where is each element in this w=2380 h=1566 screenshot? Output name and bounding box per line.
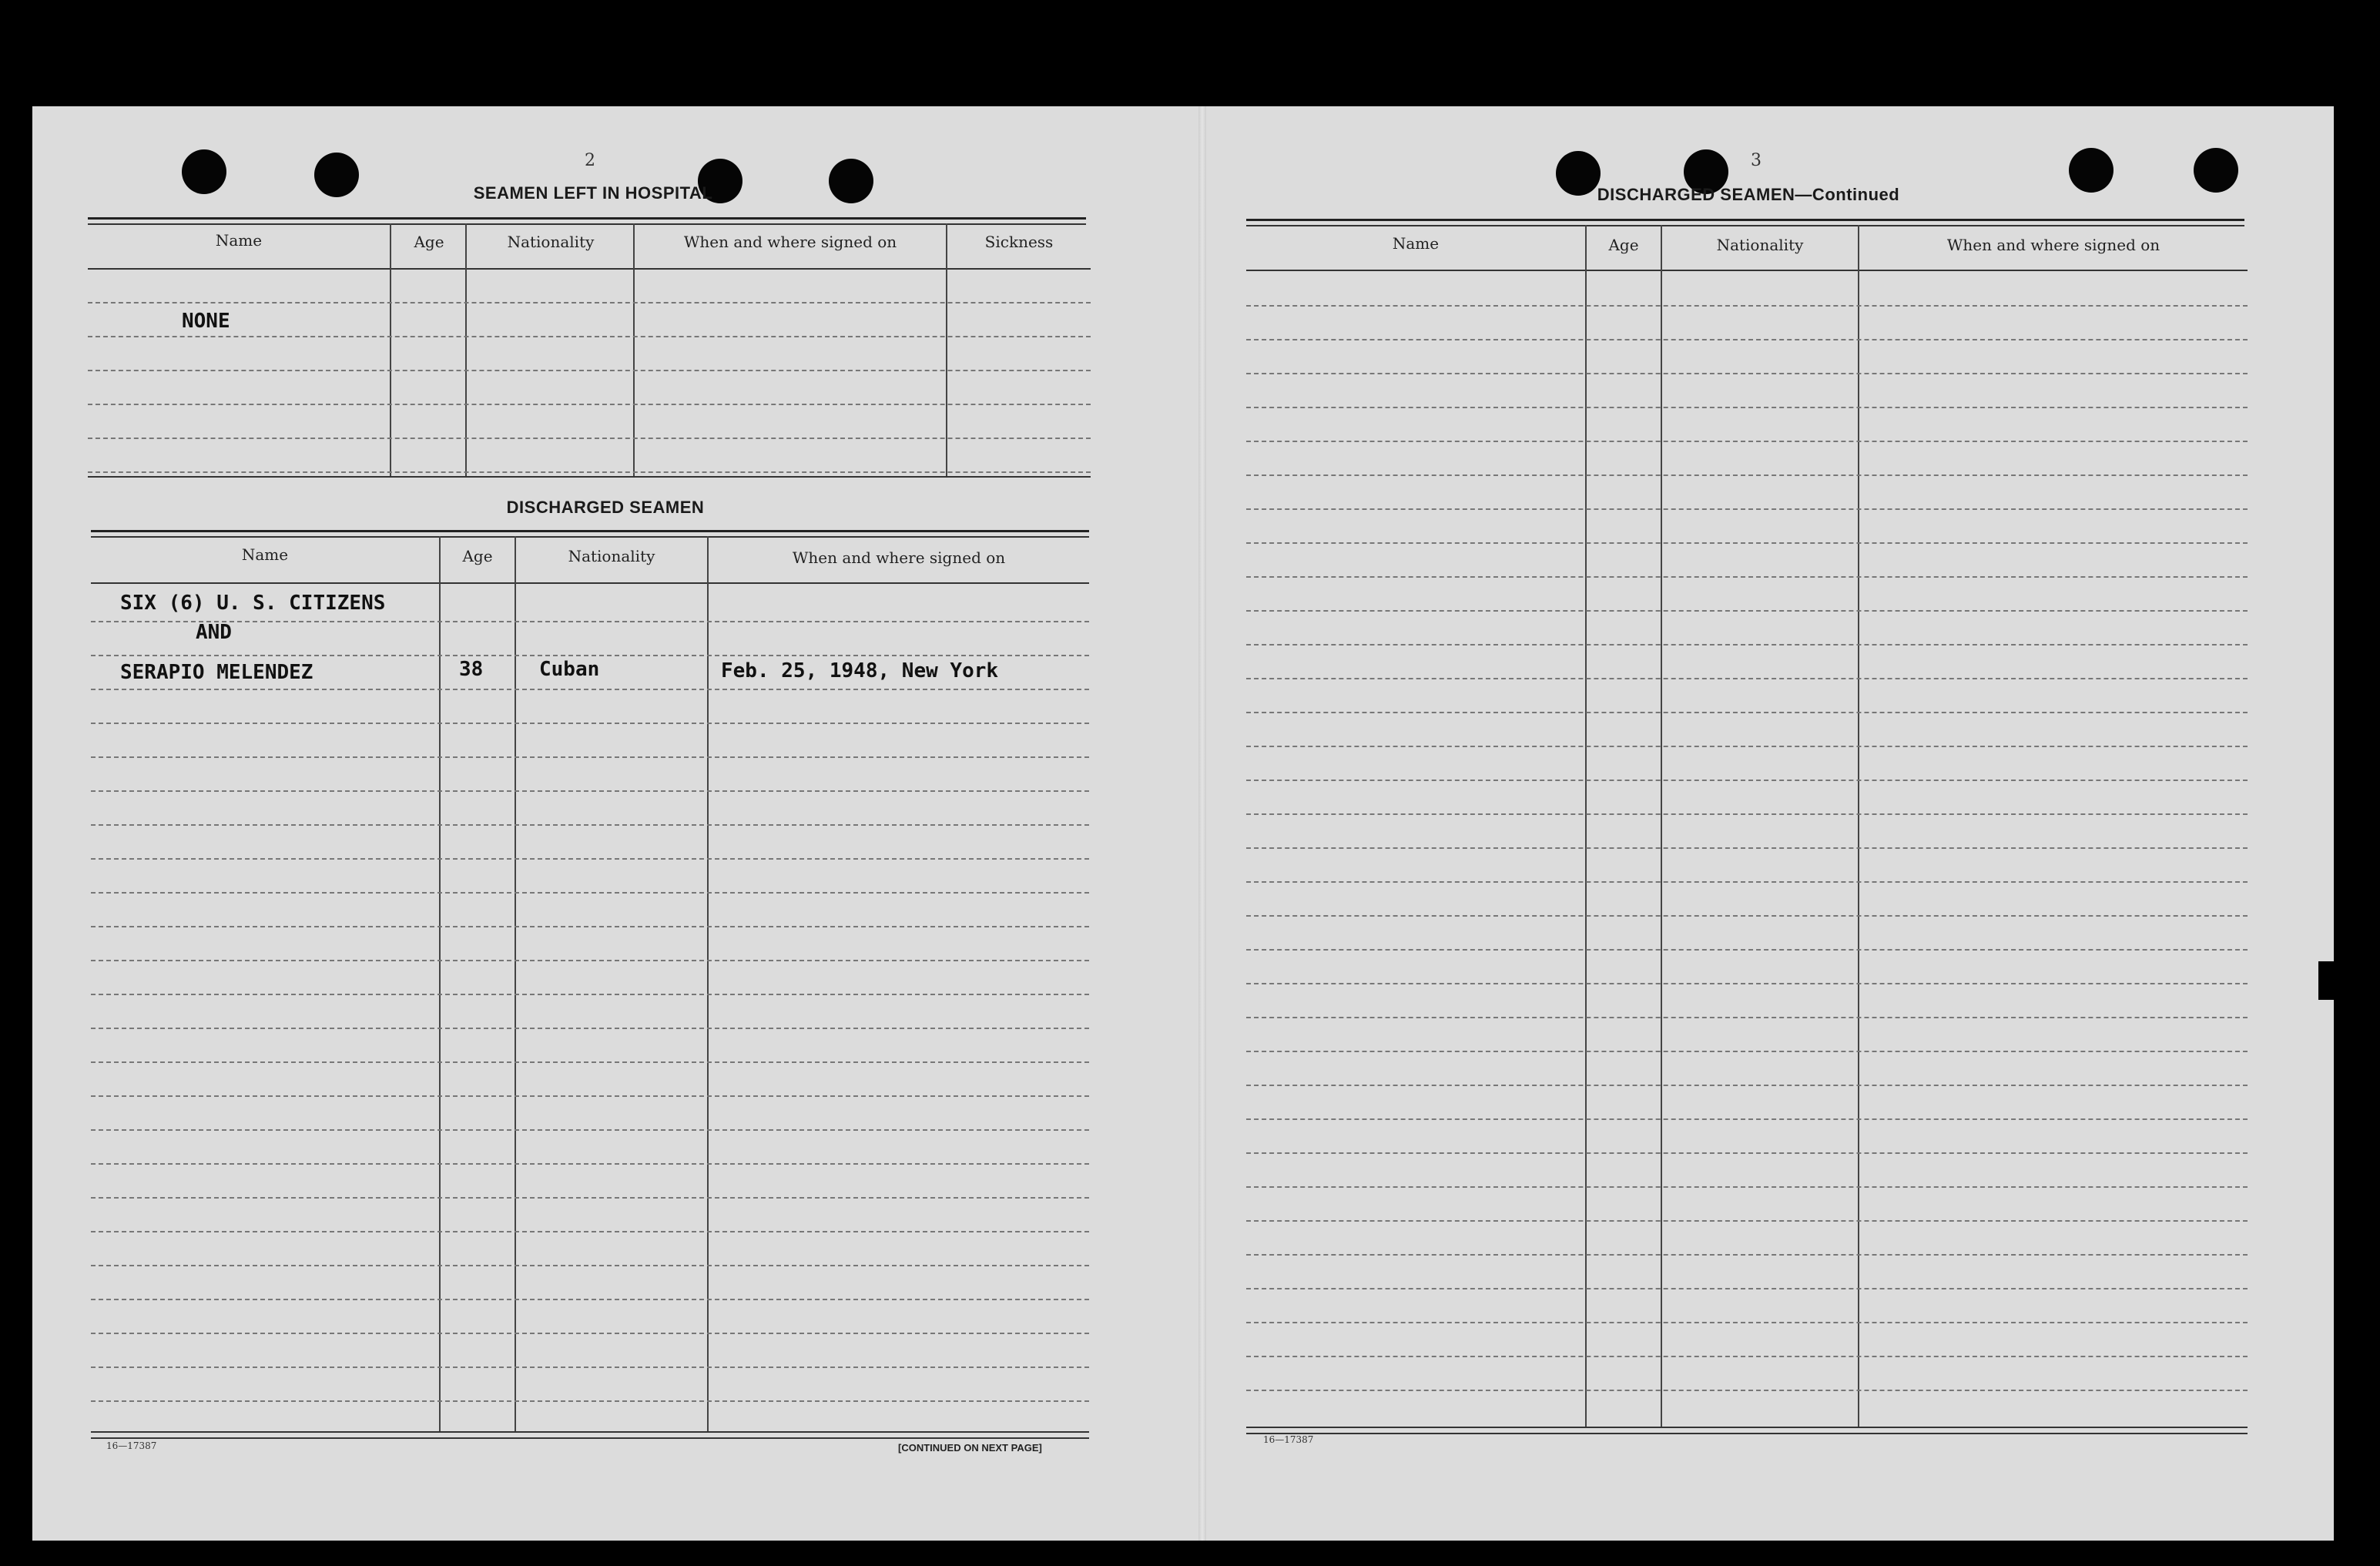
ruled-line <box>1246 983 2248 984</box>
discharged-row-3-name: SERAPIO MELENDEZ <box>120 661 313 684</box>
ruled-line <box>88 471 1091 473</box>
discharged-row-3-nationality: Cuban <box>539 658 600 681</box>
ruled-line <box>91 1197 1089 1199</box>
punch-hole <box>314 153 359 197</box>
section-title: DISCHARGED SEAMEN <box>506 498 705 517</box>
section-title: SEAMEN LEFT IN HOSPITAL <box>473 183 713 203</box>
col-header-age: Age <box>1608 236 1639 254</box>
ruled-line <box>1246 847 2248 849</box>
form-code: 16—17387 <box>1263 1434 1314 1445</box>
ruled-line <box>1246 508 2248 510</box>
right-page <box>1203 106 2334 1541</box>
discharged-row-1-name: SIX (6) U. S. CITIZENS <box>120 592 386 615</box>
rule <box>88 268 1091 270</box>
ruled-line <box>91 1400 1089 1402</box>
ruled-line <box>1246 542 2248 544</box>
page-number: 2 <box>585 151 595 170</box>
ruled-line <box>91 960 1089 961</box>
ruled-line <box>1246 1051 2248 1052</box>
ruled-line <box>1246 407 2248 408</box>
ruled-line <box>1246 441 2248 442</box>
col-header-name: Name <box>241 545 289 564</box>
rule <box>1246 270 2248 271</box>
ruled-line <box>1246 1288 2248 1289</box>
ruled-line <box>91 1333 1089 1334</box>
ruled-line <box>88 438 1091 439</box>
column-divider <box>707 536 709 1431</box>
rule <box>1246 219 2244 221</box>
ruled-line <box>91 1366 1089 1368</box>
rule <box>88 476 1091 478</box>
column-divider <box>439 536 441 1431</box>
ruled-line <box>1246 610 2248 612</box>
hospital-entry: NONE <box>182 310 230 333</box>
ruled-line <box>1246 678 2248 679</box>
rule <box>91 536 1089 538</box>
ruled-line <box>91 1231 1089 1232</box>
rule <box>1246 1433 2248 1434</box>
ruled-line <box>1246 1118 2248 1120</box>
ruled-line <box>1246 1254 2248 1256</box>
discharged-row-3-age: 38 <box>459 658 484 681</box>
ruled-line <box>91 655 1089 656</box>
rule <box>88 217 1086 220</box>
ruled-line <box>91 1129 1089 1131</box>
ruled-line <box>1246 373 2248 374</box>
ruled-line <box>1246 1085 2248 1086</box>
ruled-line <box>91 824 1089 826</box>
edge-tab <box>2318 961 2337 1000</box>
ruled-line <box>1246 576 2248 578</box>
discharged-row-3-signed-on: Feb. 25, 1948, New York <box>721 659 999 682</box>
column-divider <box>1858 225 1859 1427</box>
col-header-age: Age <box>462 547 493 565</box>
ruled-line <box>88 336 1091 337</box>
col-header-nationality: Nationality <box>1716 236 1804 254</box>
ruled-line <box>91 994 1089 995</box>
page-number: 3 <box>1751 151 1762 170</box>
ruled-line <box>1246 1356 2248 1357</box>
ruled-line <box>1246 1186 2248 1188</box>
punch-hole <box>2194 148 2238 193</box>
form-code: 16—17387 <box>106 1440 157 1451</box>
ruled-line <box>91 892 1089 894</box>
ruled-line <box>91 926 1089 927</box>
col-header-nationality: Nationality <box>507 233 595 251</box>
punch-hole <box>829 159 873 203</box>
ruled-line <box>1246 339 2248 340</box>
col-header-name: Name <box>215 231 263 250</box>
ruled-line <box>1246 474 2248 476</box>
ruled-line <box>91 858 1089 860</box>
ruled-line <box>1246 746 2248 747</box>
ruled-line <box>88 302 1091 303</box>
ruled-line <box>88 404 1091 405</box>
rule <box>1246 225 2244 226</box>
rule <box>91 582 1089 584</box>
ruled-line <box>1246 1220 2248 1222</box>
ruled-line <box>1246 881 2248 883</box>
ruled-line <box>91 790 1089 792</box>
col-header-age: Age <box>414 233 444 251</box>
ruled-line <box>1246 915 2248 917</box>
ruled-line <box>1246 1152 2248 1154</box>
col-header-signed-on: When and where signed on <box>1946 236 2160 254</box>
ruled-line <box>91 1028 1089 1029</box>
ruled-line <box>1246 780 2248 781</box>
page-fold <box>1198 106 1206 1541</box>
continued-note: [CONTINUED ON NEXT PAGE] <box>898 1442 1042 1454</box>
column-divider <box>1661 225 1662 1427</box>
ruled-line <box>1246 949 2248 951</box>
ruled-line <box>91 723 1089 724</box>
column-divider <box>1585 225 1587 1427</box>
ruled-line <box>91 1061 1089 1063</box>
discharged-row-2-name: AND <box>196 621 232 644</box>
ruled-line <box>1246 712 2248 713</box>
ruled-line <box>91 1265 1089 1266</box>
punch-hole <box>182 149 226 194</box>
ruled-line <box>91 689 1089 690</box>
column-divider <box>515 536 516 1431</box>
ruled-line <box>1246 305 2248 307</box>
col-header-sickness: Sickness <box>984 233 1054 251</box>
rule <box>91 530 1089 532</box>
ruled-line <box>1246 1017 2248 1018</box>
ruled-line <box>91 1095 1089 1097</box>
section-title: DISCHARGED SEAMEN—Continued <box>1597 185 1900 204</box>
col-header-name: Name <box>1392 234 1440 253</box>
rule <box>91 1431 1089 1433</box>
rule <box>1246 1427 2248 1428</box>
ruled-line <box>1246 644 2248 646</box>
punch-hole <box>2069 148 2114 193</box>
rule <box>91 1437 1089 1439</box>
col-header-signed-on: When and where signed on <box>683 233 897 251</box>
ruled-line <box>91 621 1089 622</box>
ruled-line <box>1246 1390 2248 1391</box>
ruled-line <box>88 370 1091 371</box>
ruled-line <box>91 1299 1089 1300</box>
rule <box>88 223 1086 225</box>
col-header-nationality: Nationality <box>568 547 655 565</box>
ruled-line <box>91 756 1089 758</box>
col-header-signed-on: When and where signed on <box>792 548 1006 567</box>
ruled-line <box>1246 1322 2248 1323</box>
ruled-line <box>91 1163 1089 1165</box>
ruled-line <box>1246 813 2248 815</box>
